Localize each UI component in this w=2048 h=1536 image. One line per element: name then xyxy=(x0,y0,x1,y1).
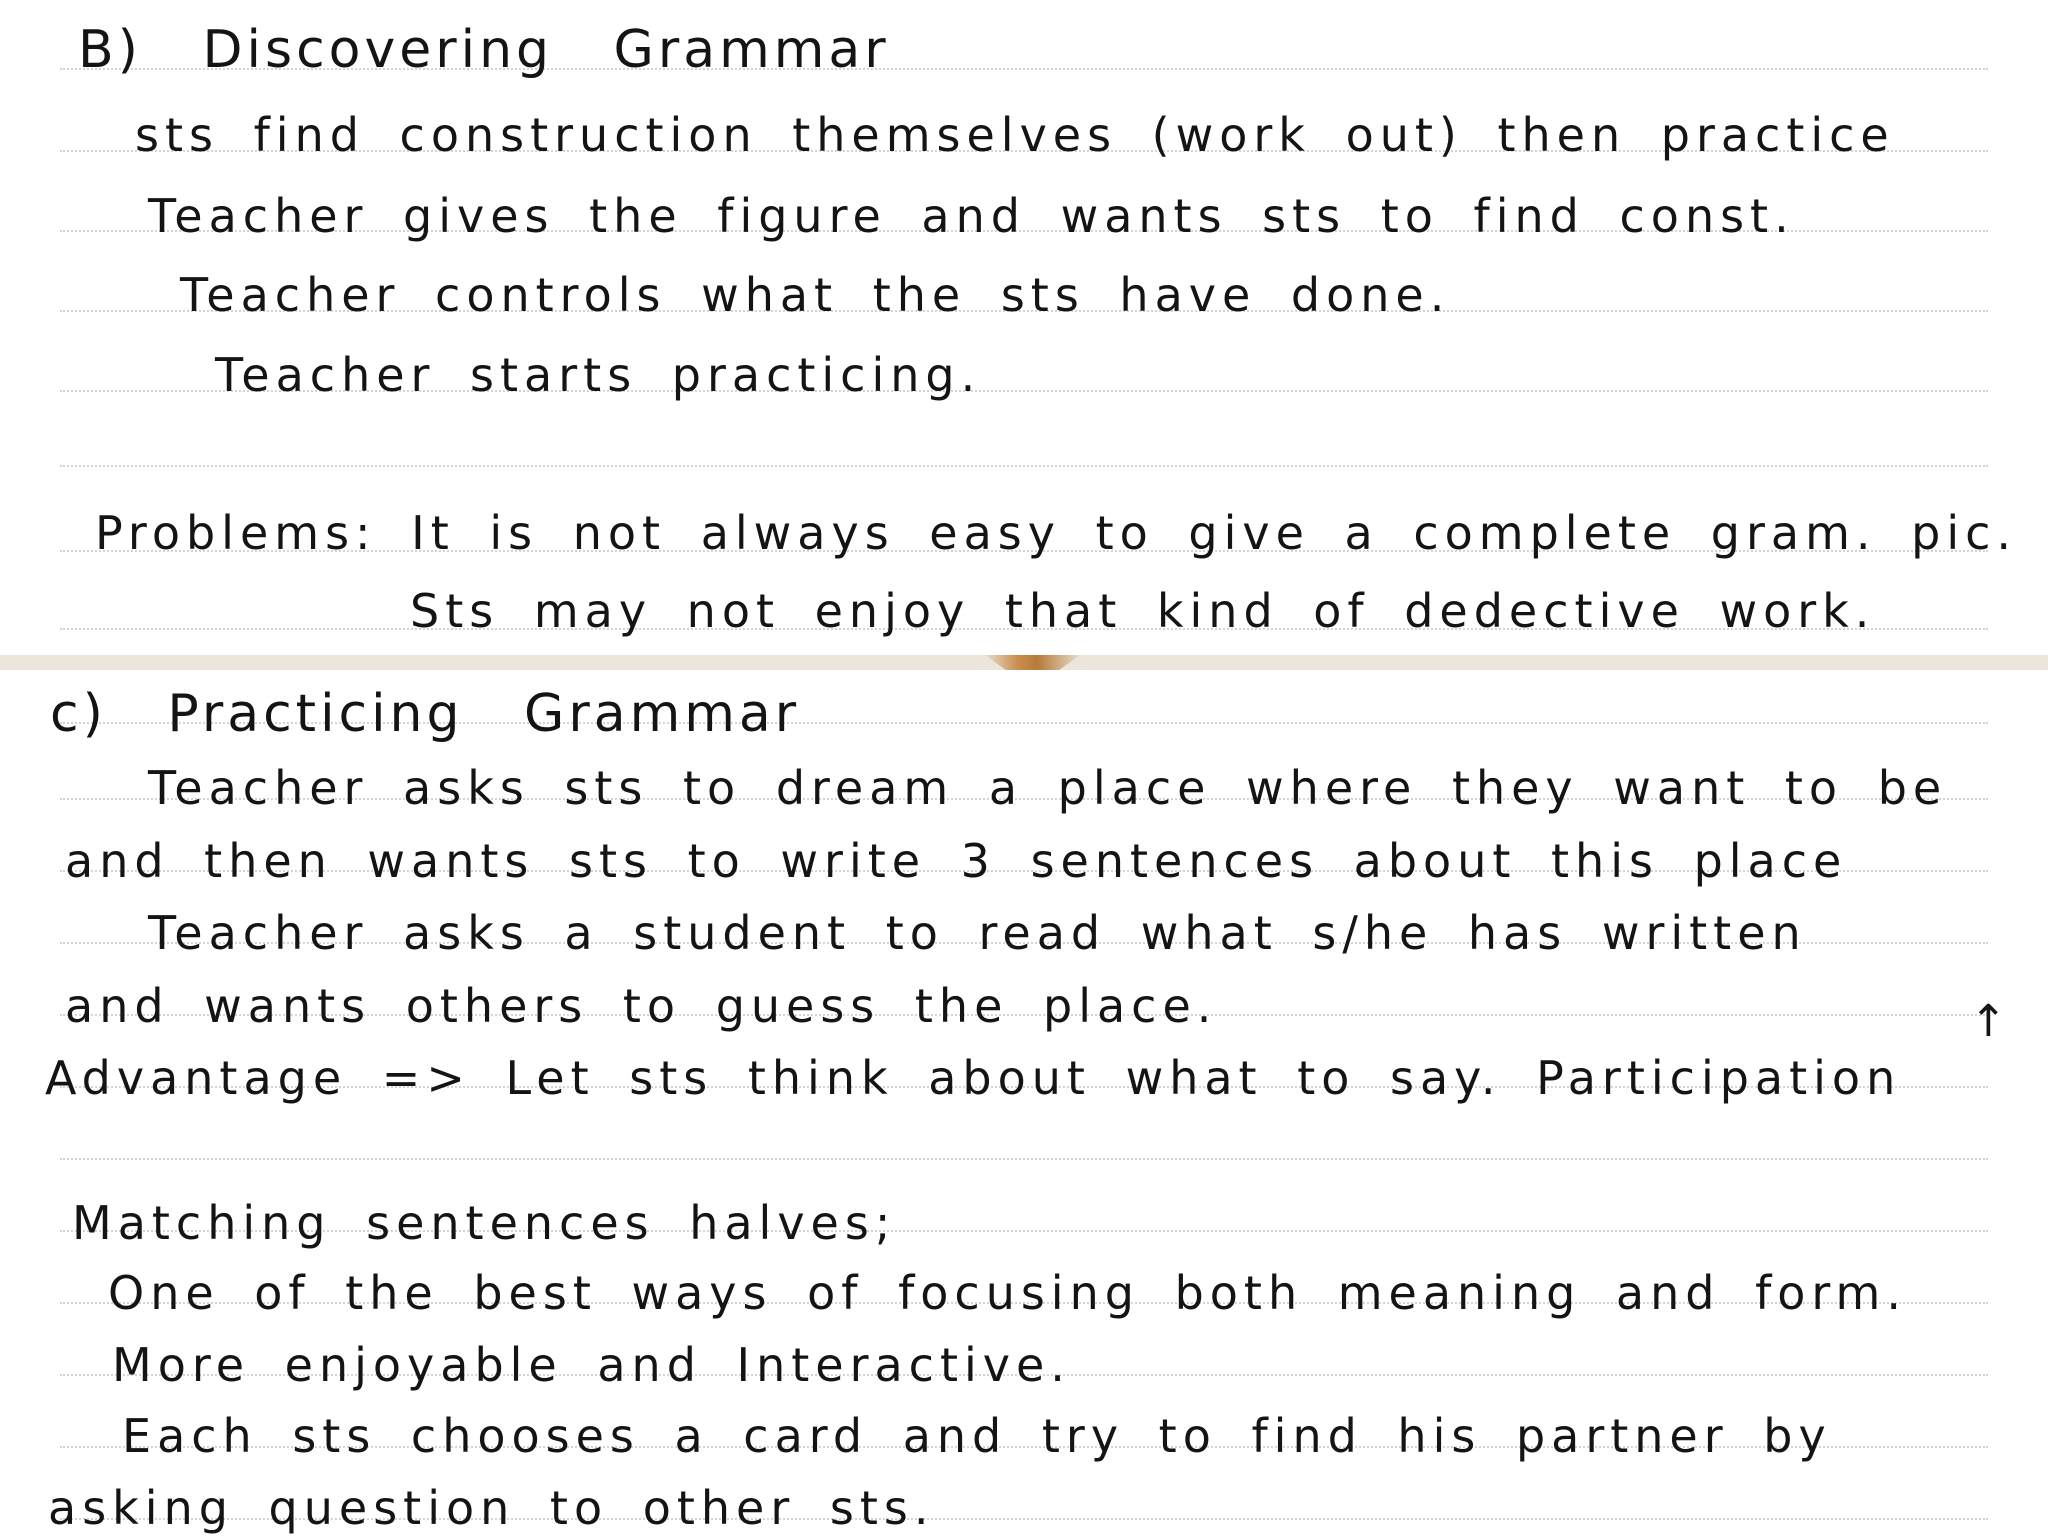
section-heading-discovering-grammar: B) Discovering Grammar xyxy=(78,20,890,80)
handwritten-line: Teacher asks sts to dream a place where they want to be xyxy=(148,761,1948,815)
handwritten-line-matching: Matching sentences halves; xyxy=(72,1196,897,1250)
notebook-page-bottom xyxy=(0,670,2048,1536)
handwritten-line-advantage: Advantage => Let sts think about what to say. Participation xyxy=(45,1051,1902,1105)
handwritten-line: Sts may not enjoy that kind of dedective work. xyxy=(410,584,1876,638)
handwritten-line: Teacher starts practicing. xyxy=(215,348,982,402)
section-heading-practicing-grammar: c) Practicing Grammar xyxy=(50,684,801,744)
up-arrow-icon: ↑ xyxy=(1970,996,2007,1047)
handwritten-line: Each sts chooses a card and try to find his partner by xyxy=(122,1409,1832,1463)
handwritten-line: Teacher controls what the sts have done. xyxy=(180,268,1451,322)
handwritten-line: One of the best ways of focusing both meaning and form. xyxy=(108,1266,1907,1320)
handwritten-line: and then wants sts to write 3 sentences about this place xyxy=(65,834,1848,888)
handwritten-line: More enjoyable and Interactive. xyxy=(112,1338,1071,1392)
handwritten-line: and wants others to guess the place. xyxy=(65,979,1218,1033)
handwritten-line: Teacher gives the figure and wants sts to find const. xyxy=(148,189,1795,243)
handwritten-line: asking question to other sts. xyxy=(48,1481,935,1535)
handwritten-line: Teacher asks a student to read what s/he has written xyxy=(148,906,1807,960)
handwritten-line: sts find construction themselves (work out) then practice xyxy=(135,108,1895,162)
handwritten-line-problems: Problems: It is not always easy to give a complete gram. pic. xyxy=(95,506,2018,560)
notebook-page-top xyxy=(0,0,2048,655)
